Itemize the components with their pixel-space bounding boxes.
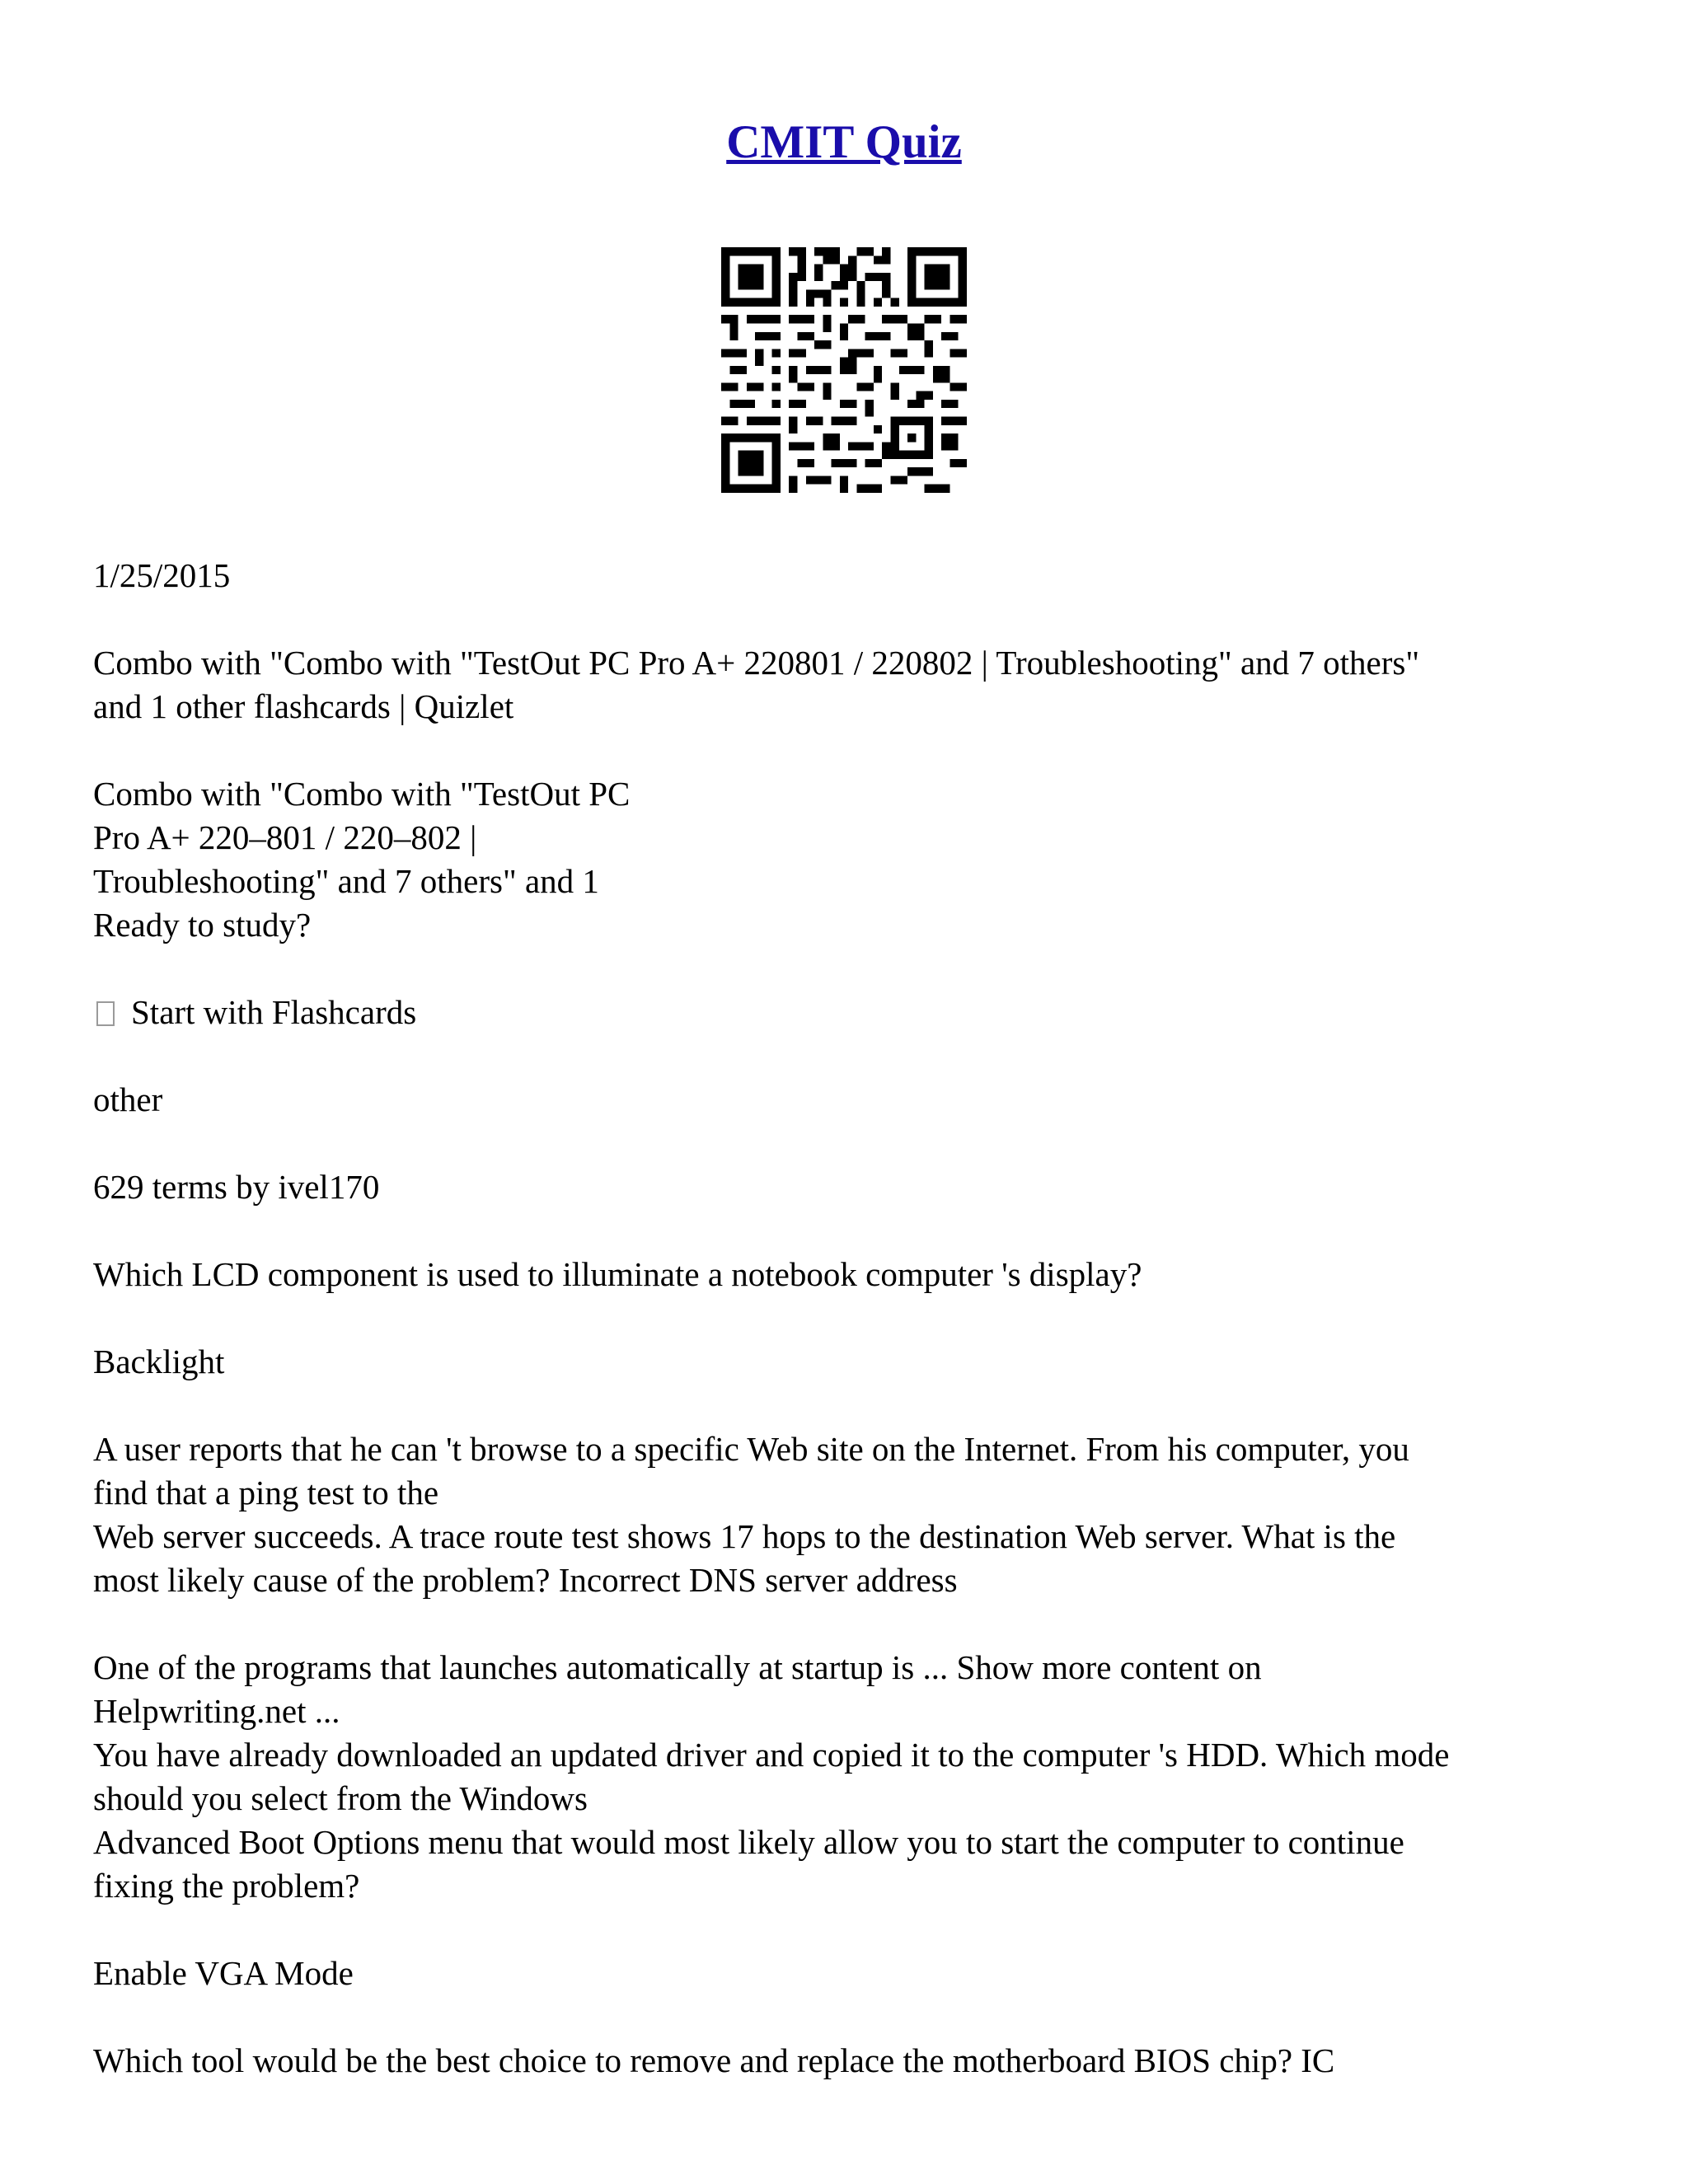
terms-count: 629 terms by ivel170 bbox=[93, 1168, 380, 1206]
question-3-line: You have already downloaded an updated driver and copied it to the computer 's HDD. Which mode bbox=[93, 1736, 1450, 1774]
date-text: 1/25/2015 bbox=[93, 556, 231, 594]
set-title bbox=[93, 772, 1601, 947]
other-text: other bbox=[93, 1080, 163, 1118]
question-2 bbox=[93, 1427, 1601, 1602]
set-title-line: Pro A+ 220–801 / 220–802 | bbox=[93, 818, 477, 856]
document-body bbox=[93, 554, 1601, 2083]
start-flashcards-label: Start with Flashcards bbox=[131, 993, 417, 1031]
title-wrap bbox=[0, 115, 1688, 169]
question-3-line: Advanced Boot Options menu that would most likely allow you to start the computer to continue bbox=[93, 1823, 1404, 1861]
question-3 bbox=[93, 1646, 1601, 1908]
question-3-line: Helpwriting.net ... bbox=[93, 1692, 340, 1730]
question-3-line: One of the programs that launches automatically at startup is ... Show more content on bbox=[93, 1648, 1262, 1686]
question-2-line: find that a ping test to the bbox=[93, 1474, 439, 1511]
answer-3: Enable VGA Mode bbox=[93, 1954, 354, 1992]
quizlet-page-title-line: and 1 other flashcards | Quizlet bbox=[93, 687, 514, 725]
set-title-line: Troubleshooting" and 7 others" and 1 bbox=[93, 862, 599, 900]
question-1: Which LCD component is used to illuminate a notebook computer 's display? bbox=[93, 1255, 1142, 1293]
set-title-line: Combo with "Combo with "TestOut PC bbox=[93, 775, 631, 813]
quizlet-page-title-line: Combo with "Combo with "TestOut PC Pro A+ 220801 / 220802 | Troubleshooting" and 7 others" bbox=[93, 644, 1420, 682]
start-flashcards[interactable] bbox=[93, 991, 1601, 1034]
quizlet-page-title bbox=[93, 641, 1601, 729]
qr-code-icon bbox=[721, 247, 967, 493]
question-4: Which tool would be the best choice to remove and replace the motherboard BIOS chip? IC bbox=[93, 2041, 1335, 2079]
question-3-line: fixing the problem? bbox=[93, 1867, 360, 1905]
question-2-line: A user reports that he can 't browse to a specific Web site on the Internet. From his computer, you bbox=[93, 1430, 1409, 1468]
question-3-line: should you select from the Windows bbox=[93, 1779, 588, 1817]
checkbox-icon bbox=[96, 1001, 115, 1026]
question-2-line: most likely cause of the problem? Incorrect DNS server address bbox=[93, 1561, 958, 1599]
question-2-line: Web server succeeds. A trace route test shows 17 hops to the destination Web server. What is the bbox=[93, 1517, 1396, 1555]
answer-1: Backlight bbox=[93, 1343, 225, 1380]
page-title-link[interactable]: CMIT Quiz bbox=[726, 116, 962, 168]
ready-to-study-text: Ready to study? bbox=[93, 906, 312, 944]
